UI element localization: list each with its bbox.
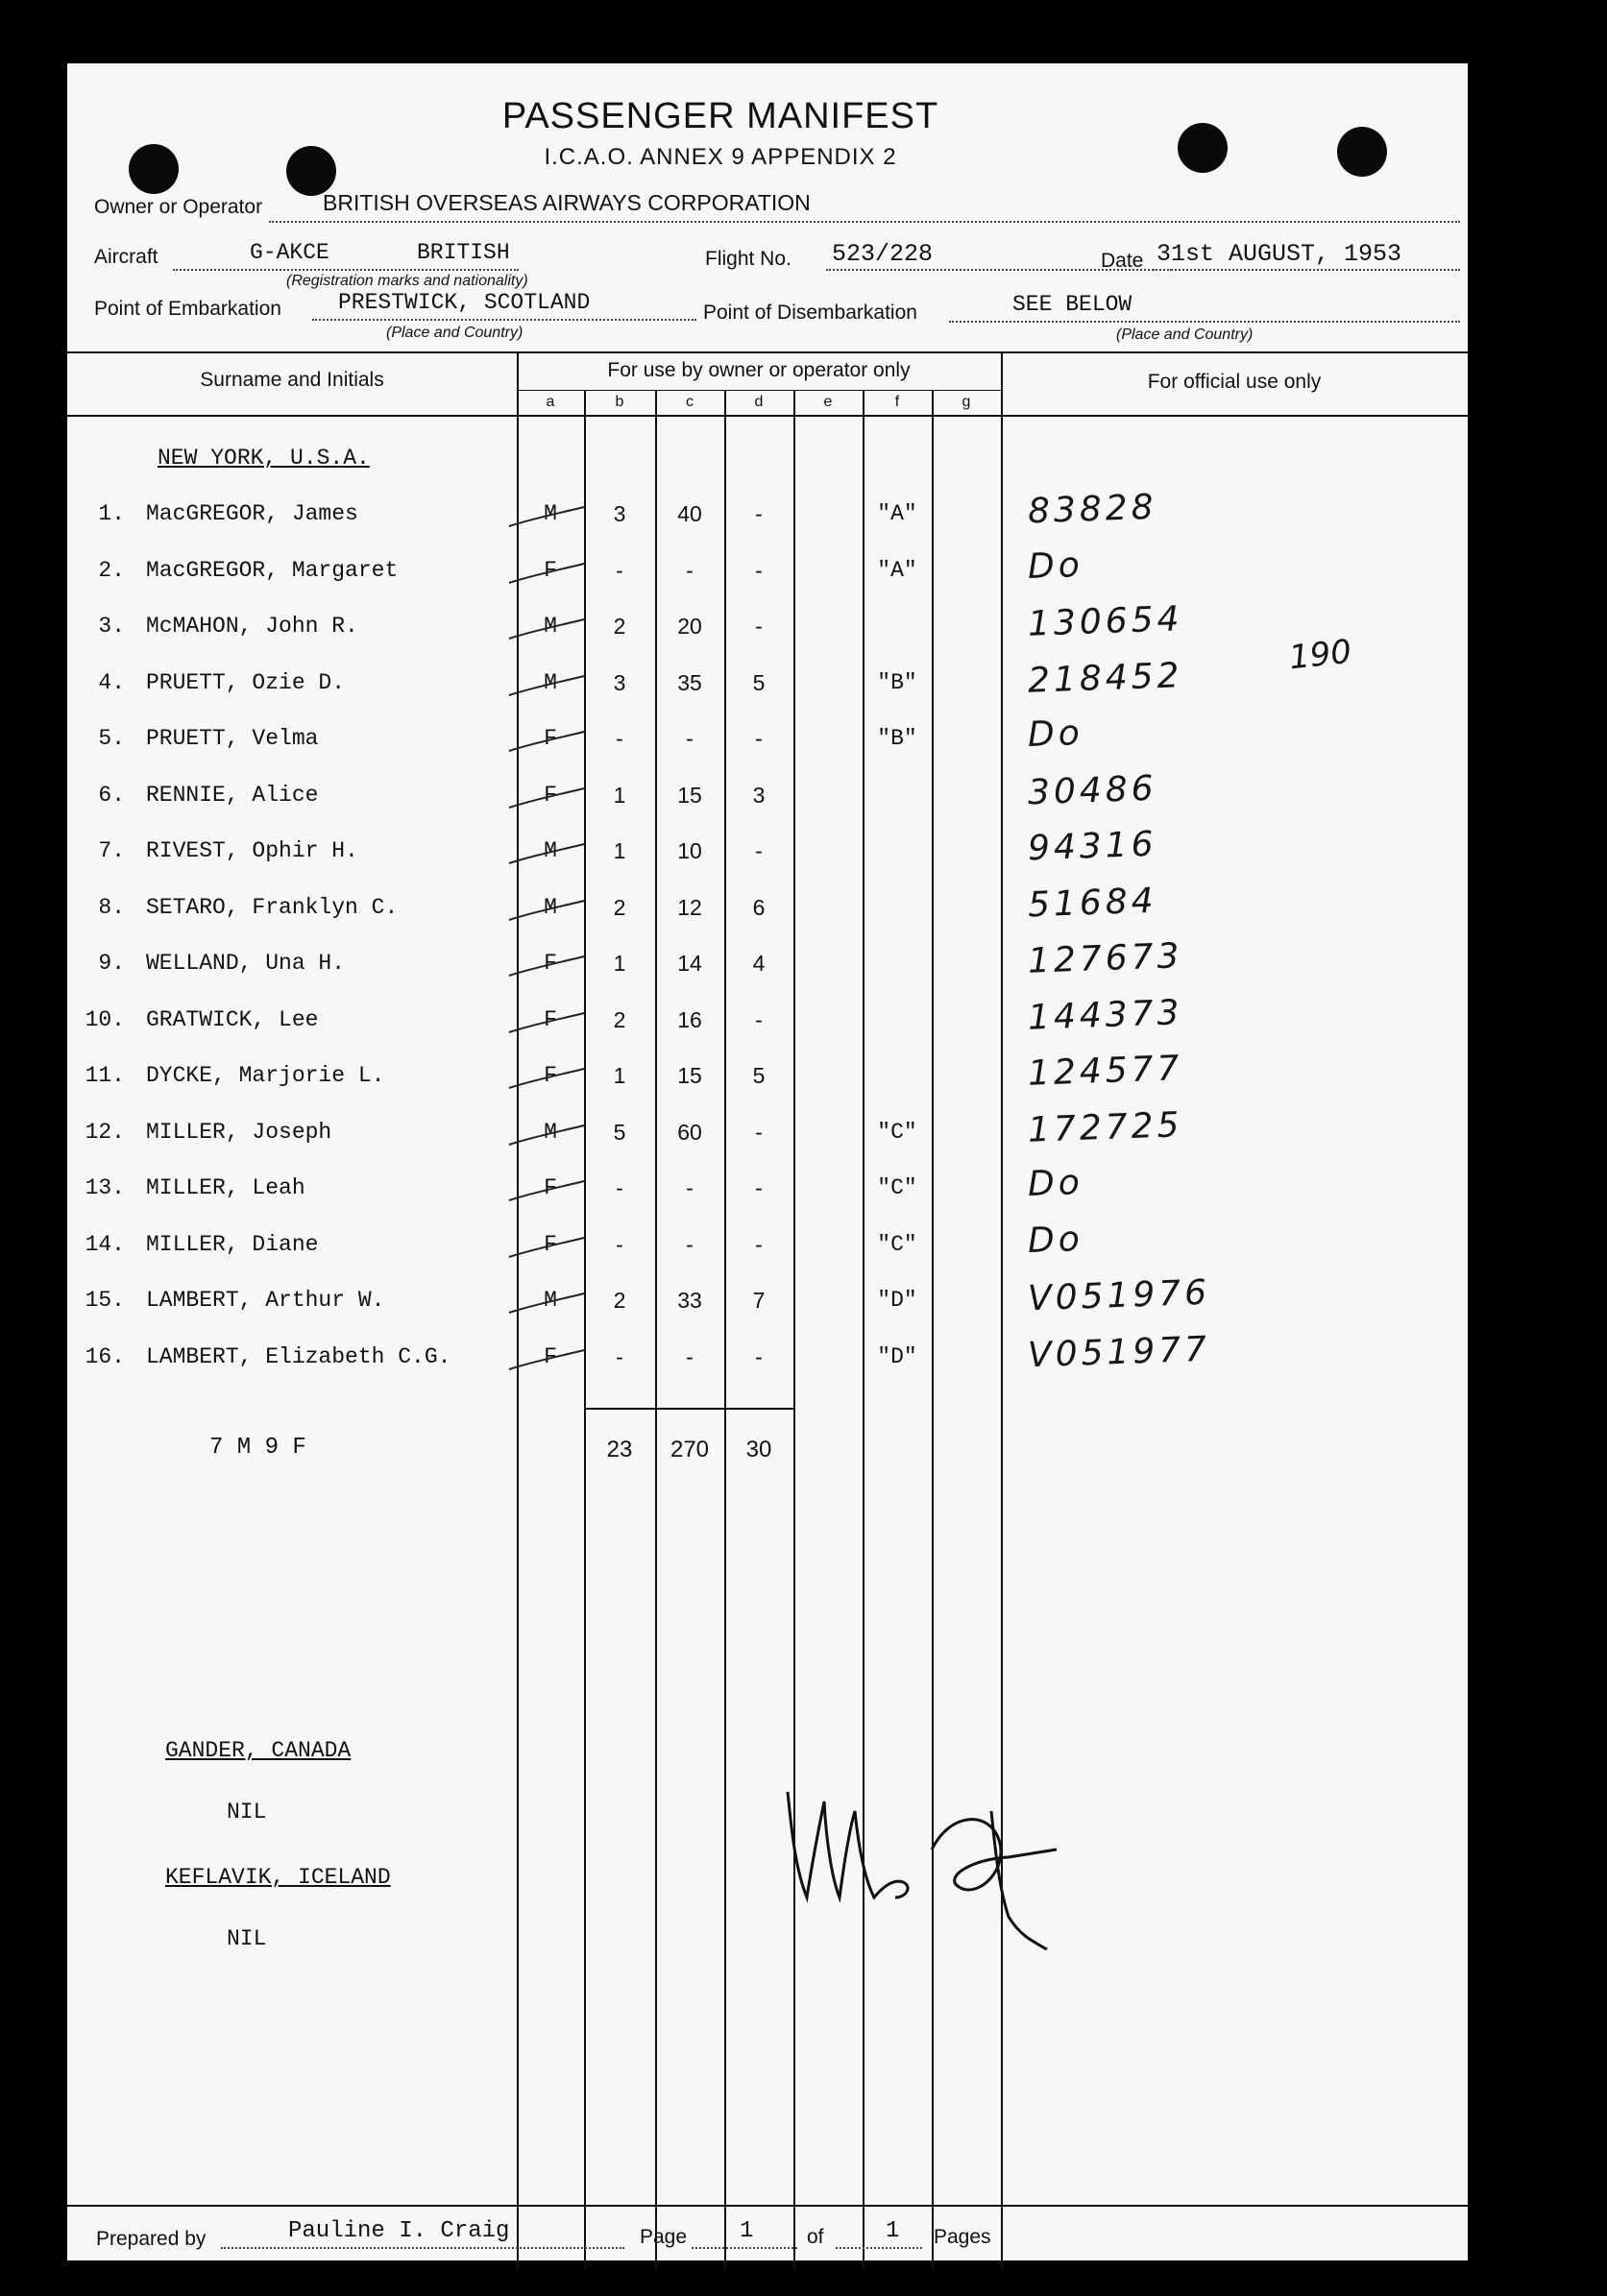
passenger-name: MacGREGOR, Margaret bbox=[146, 558, 399, 583]
cell-b: 2 bbox=[613, 614, 626, 639]
cell-b: - bbox=[616, 1175, 623, 1200]
passenger-name: PRUETT, Ozie D. bbox=[146, 670, 346, 695]
tick-mark bbox=[503, 1059, 590, 1098]
embarkation-label: Point of Embarkation bbox=[94, 298, 281, 320]
passenger-name: MILLER, Diane bbox=[146, 1232, 319, 1257]
owner-label: Owner or Operator bbox=[94, 196, 263, 218]
row-number: 12. bbox=[85, 1120, 125, 1145]
official-number: 94316 bbox=[1027, 824, 1158, 869]
cell-a: F bbox=[544, 1063, 557, 1088]
cell-a: M bbox=[544, 670, 557, 695]
cell-a: F bbox=[544, 726, 557, 751]
cell-d: 4 bbox=[752, 951, 766, 976]
tick-mark bbox=[503, 834, 590, 873]
tick-mark bbox=[503, 1228, 590, 1267]
cell-c: 14 bbox=[677, 951, 702, 976]
cell-c: 12 bbox=[677, 895, 702, 920]
cell-d: 3 bbox=[752, 783, 766, 808]
cell-d: - bbox=[755, 1344, 763, 1369]
cell-b: 1 bbox=[613, 951, 626, 976]
row-number: 4. bbox=[98, 670, 125, 695]
total-c: 270 bbox=[670, 1437, 710, 1462]
cell-d: 5 bbox=[752, 1063, 766, 1088]
row-number: 6. bbox=[98, 783, 125, 808]
cell-d: - bbox=[755, 838, 763, 863]
col-header-e: e bbox=[823, 394, 833, 410]
cell-c: 40 bbox=[677, 501, 702, 526]
cell-a: M bbox=[544, 614, 557, 639]
cell-d: - bbox=[755, 1120, 763, 1145]
cell-a: F bbox=[544, 1007, 557, 1032]
date-underline bbox=[1153, 269, 1460, 271]
official-number: V051976 bbox=[1027, 1272, 1211, 1319]
cell-a: M bbox=[544, 1120, 557, 1145]
cell-d: 6 bbox=[752, 895, 766, 920]
cell-f: "D" bbox=[877, 1288, 917, 1313]
cell-c: - bbox=[686, 1175, 694, 1200]
official-number: Do bbox=[1027, 1220, 1084, 1261]
cell-a: F bbox=[544, 951, 557, 976]
cell-a: F bbox=[544, 1344, 557, 1369]
official-number: Do bbox=[1027, 713, 1084, 755]
passenger-name: DYCKE, Marjorie L. bbox=[146, 1063, 385, 1088]
passenger-name: LAMBERT, Elizabeth C.G. bbox=[146, 1344, 451, 1369]
col-header-d: d bbox=[754, 394, 764, 410]
cell-d: - bbox=[755, 558, 763, 583]
row-number: 11. bbox=[85, 1063, 125, 1088]
cell-f: "B" bbox=[877, 670, 917, 695]
aircraft-nationality: BRITISH bbox=[417, 240, 510, 265]
cell-c: 20 bbox=[677, 614, 702, 639]
pages-value: 1 bbox=[886, 2218, 900, 2244]
page-label: Page bbox=[640, 2226, 688, 2248]
official-number: 130654 bbox=[1027, 599, 1184, 644]
cell-d: 7 bbox=[752, 1288, 766, 1313]
cell-b: 1 bbox=[613, 1063, 626, 1088]
punch-hole bbox=[1337, 127, 1387, 177]
row-number: 10. bbox=[85, 1007, 125, 1032]
col-header-g: g bbox=[962, 394, 971, 410]
passenger-name: RENNIE, Alice bbox=[146, 783, 319, 808]
cell-b: 3 bbox=[613, 670, 626, 695]
keflavik-value: NIL bbox=[227, 1926, 267, 1951]
cell-c: - bbox=[686, 1344, 694, 1369]
tick-mark bbox=[503, 722, 590, 761]
cell-b: - bbox=[616, 1344, 623, 1369]
official-number: 51684 bbox=[1027, 881, 1158, 926]
flight-label: Flight No. bbox=[705, 248, 791, 270]
row-number: 15. bbox=[85, 1288, 125, 1313]
cell-f: "C" bbox=[877, 1120, 917, 1145]
totals-rule bbox=[584, 1408, 793, 1410]
owner-value: BRITISH OVERSEAS AIRWAYS CORPORATION bbox=[323, 190, 811, 215]
tick-mark bbox=[503, 1284, 590, 1322]
header-official: For official use only bbox=[1147, 371, 1322, 393]
row-number: 16. bbox=[85, 1344, 125, 1369]
cell-c: 15 bbox=[677, 783, 702, 808]
official-number: Do bbox=[1027, 545, 1084, 587]
header-bottom-rule bbox=[67, 415, 1468, 417]
cell-a: M bbox=[544, 1288, 557, 1313]
official-number: 172725 bbox=[1027, 1105, 1184, 1150]
signature-scribble bbox=[768, 1753, 1085, 1965]
pages-label: Pages bbox=[934, 2226, 991, 2248]
cell-b: - bbox=[616, 1232, 623, 1257]
punch-hole bbox=[129, 144, 179, 194]
tick-mark bbox=[503, 1003, 590, 1042]
date-value: 31st AUGUST, 1953 bbox=[1157, 240, 1402, 268]
manifest-page bbox=[67, 63, 1468, 2260]
embarkation-value: PRESTWICK, SCOTLAND bbox=[338, 290, 591, 315]
disembarkation-underline bbox=[949, 321, 1460, 323]
cell-f: "A" bbox=[877, 501, 917, 526]
page-title: PASSENGER MANIFEST bbox=[501, 96, 939, 136]
cell-d: - bbox=[755, 501, 763, 526]
tick-mark bbox=[503, 666, 590, 705]
prepared-label: Prepared by bbox=[96, 2228, 207, 2250]
passenger-name: MILLER, Joseph bbox=[146, 1120, 332, 1145]
passenger-name: MacGREGOR, James bbox=[146, 501, 358, 526]
cell-c: - bbox=[686, 1232, 694, 1257]
prepared-value: Pauline I. Craig bbox=[288, 2218, 510, 2244]
tick-mark bbox=[503, 610, 590, 648]
row-number: 14. bbox=[85, 1232, 125, 1257]
cell-f: "D" bbox=[877, 1344, 917, 1369]
cell-a: F bbox=[544, 783, 557, 808]
row-number: 5. bbox=[98, 726, 125, 751]
summary-sex-count: 7 M 9 F bbox=[209, 1435, 306, 1461]
cell-a: F bbox=[544, 1175, 557, 1200]
official-number: 83828 bbox=[1027, 487, 1158, 532]
col-header-a: a bbox=[546, 394, 555, 410]
cell-b: 2 bbox=[613, 1288, 626, 1313]
cell-b: - bbox=[616, 726, 623, 751]
gander-value: NIL bbox=[227, 1800, 267, 1825]
row-number: 8. bbox=[98, 895, 125, 920]
cell-a: M bbox=[544, 895, 557, 920]
header-surname: Surname and Initials bbox=[200, 369, 384, 391]
cell-c: 35 bbox=[677, 670, 702, 695]
section-heading-newyork: NEW YORK, U.S.A. bbox=[158, 446, 370, 471]
cell-a: F bbox=[544, 1232, 557, 1257]
cell-d: - bbox=[755, 1232, 763, 1257]
punch-hole bbox=[286, 146, 336, 196]
margin-note: 190 bbox=[1287, 632, 1353, 678]
date-label: Date bbox=[1101, 250, 1144, 272]
of-label: of bbox=[807, 2226, 824, 2248]
embarkation-note: (Place and Country) bbox=[386, 325, 523, 341]
cell-c: 60 bbox=[677, 1120, 702, 1145]
passenger-name: PRUETT, Velma bbox=[146, 726, 319, 751]
section-heading-gander: GANDER, CANADA bbox=[165, 1738, 352, 1763]
row-number: 13. bbox=[85, 1175, 125, 1200]
official-number: V051977 bbox=[1027, 1329, 1211, 1376]
total-b: 23 bbox=[606, 1437, 633, 1462]
cell-f: "B" bbox=[877, 726, 917, 751]
official-number: 144373 bbox=[1027, 993, 1184, 1038]
cell-b: 1 bbox=[613, 783, 626, 808]
col-header-c: c bbox=[686, 394, 694, 410]
cell-f: "A" bbox=[877, 558, 917, 583]
flight-value: 523/228 bbox=[832, 240, 934, 268]
passenger-name: SETARO, Franklyn C. bbox=[146, 895, 399, 920]
cell-d: - bbox=[755, 1175, 763, 1200]
cell-a: M bbox=[544, 501, 557, 526]
row-number: 9. bbox=[98, 951, 125, 976]
cell-c: 33 bbox=[677, 1288, 702, 1313]
page-subtitle: I.C.A.O. ANNEX 9 APPENDIX 2 bbox=[544, 144, 897, 170]
tick-mark bbox=[503, 891, 590, 930]
header-operator: For use by owner or operator only bbox=[607, 359, 911, 381]
official-number: Do bbox=[1027, 1163, 1084, 1204]
cell-b: 2 bbox=[613, 895, 626, 920]
passenger-name: GRATWICK, Lee bbox=[146, 1007, 319, 1032]
cell-b: 2 bbox=[613, 1007, 626, 1032]
cell-a: F bbox=[544, 558, 557, 583]
page-value: 1 bbox=[740, 2218, 754, 2244]
aircraft-note: (Registration marks and nationality) bbox=[286, 273, 528, 289]
col-rule bbox=[793, 390, 795, 2270]
disembarkation-note: (Place and Country) bbox=[1116, 326, 1254, 343]
cell-d: 5 bbox=[752, 670, 766, 695]
passenger-name: LAMBERT, Arthur W. bbox=[146, 1288, 385, 1313]
subheader-rule bbox=[517, 390, 1001, 391]
cell-c: - bbox=[686, 726, 694, 751]
cell-c: - bbox=[686, 558, 694, 583]
table-top-rule bbox=[67, 351, 1468, 353]
footer-rule bbox=[67, 2205, 1468, 2207]
cell-d: - bbox=[755, 614, 763, 639]
disembarkation-value: SEE BELOW bbox=[1012, 292, 1132, 317]
official-number: 127673 bbox=[1027, 936, 1184, 981]
section-heading-keflavik: KEFLAVIK, ICELAND bbox=[165, 1865, 391, 1890]
cell-c: 10 bbox=[677, 838, 702, 863]
passenger-name: McMAHON, John R. bbox=[146, 614, 358, 639]
aircraft-underline bbox=[173, 269, 519, 271]
cell-b: 3 bbox=[613, 501, 626, 526]
tick-mark bbox=[503, 1116, 590, 1154]
embarkation-underline bbox=[312, 319, 696, 321]
tick-mark bbox=[503, 1341, 590, 1379]
tick-mark bbox=[503, 554, 590, 592]
punch-hole bbox=[1178, 123, 1228, 173]
tick-mark bbox=[503, 1172, 590, 1210]
official-number: 30486 bbox=[1027, 768, 1158, 813]
passenger-name: RIVEST, Ophir H. bbox=[146, 838, 358, 863]
cell-d: - bbox=[755, 1007, 763, 1032]
disembarkation-label: Point of Disembarkation bbox=[703, 302, 917, 324]
col-rule bbox=[932, 390, 934, 2270]
prepared-underline bbox=[221, 2247, 624, 2249]
cell-f: "C" bbox=[877, 1232, 917, 1257]
cell-b: 5 bbox=[613, 1120, 626, 1145]
aircraft-label: Aircraft bbox=[94, 246, 158, 268]
row-number: 7. bbox=[98, 838, 125, 863]
cell-b: 1 bbox=[613, 838, 626, 863]
row-number: 2. bbox=[98, 558, 125, 583]
passenger-name: WELLAND, Una H. bbox=[146, 951, 346, 976]
official-number: 124577 bbox=[1027, 1049, 1184, 1094]
cell-c: 16 bbox=[677, 1007, 702, 1032]
total-d: 30 bbox=[745, 1437, 772, 1462]
cell-c: 15 bbox=[677, 1063, 702, 1088]
tick-mark bbox=[503, 779, 590, 817]
passenger-name: MILLER, Leah bbox=[146, 1175, 305, 1200]
cell-f: "C" bbox=[877, 1175, 917, 1200]
official-number: 218452 bbox=[1027, 656, 1184, 701]
tick-mark bbox=[503, 497, 590, 536]
col-rule bbox=[1001, 351, 1003, 2270]
aircraft-value: G-AKCE bbox=[250, 240, 329, 265]
col-header-f: f bbox=[894, 394, 900, 410]
owner-underline bbox=[269, 221, 1460, 223]
col-header-b: b bbox=[615, 394, 624, 410]
pages-underline bbox=[836, 2247, 922, 2249]
row-number: 1. bbox=[98, 501, 125, 526]
page-underline bbox=[692, 2247, 797, 2249]
tick-mark bbox=[503, 947, 590, 985]
cell-b: - bbox=[616, 558, 623, 583]
row-number: 3. bbox=[98, 614, 125, 639]
cell-a: M bbox=[544, 838, 557, 863]
cell-d: - bbox=[755, 726, 763, 751]
